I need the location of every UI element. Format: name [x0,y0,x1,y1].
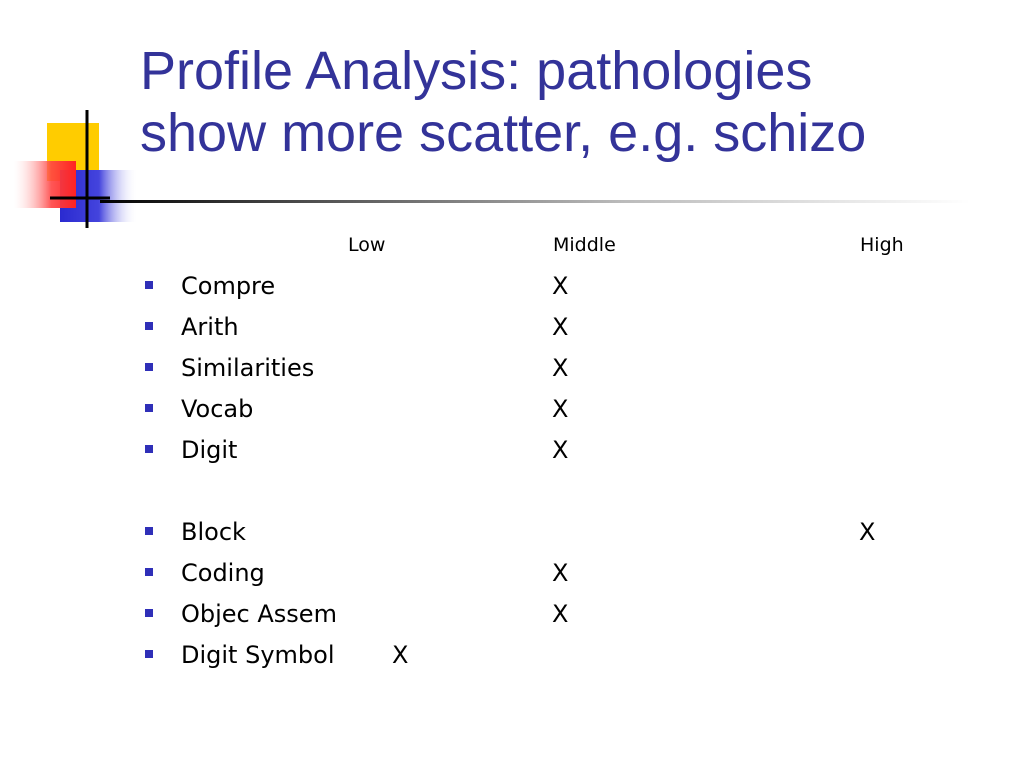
list-item-similarities [0,354,1024,384]
middle-mark: X [552,559,569,587]
list-item-label: Objec Assem [181,600,337,628]
title-underline [100,200,970,203]
column-header-high: High [860,234,904,256]
slide-title-line-1: Profile Analysis: pathologies [140,41,813,101]
list-item-label: Digit [181,436,238,464]
list-item-label: Arith [181,313,239,341]
middle-mark: X [552,313,569,341]
list-item-label: Block [181,518,246,546]
high-mark: X [859,518,876,546]
list-item-vocab [0,395,1024,425]
low-mark: X [392,641,409,669]
bullet-icon [145,322,153,330]
bullet-icon [145,445,153,453]
list-item-digit [0,436,1024,466]
bullet-icon [145,568,153,576]
list-item-block [0,518,1024,548]
bullet-icon [145,650,153,658]
list-item-label: Compre [181,272,276,300]
list-item-objec-assem [0,600,1024,630]
red-square [14,161,76,208]
middle-mark: X [552,395,569,423]
bullet-icon [145,363,153,371]
list-item-label: Vocab [181,395,254,423]
list-item-digit-symbol [0,641,1024,671]
list-item-label: Coding [181,559,265,587]
column-header-middle: Middle [553,234,616,256]
bullet-icon [145,281,153,289]
middle-mark: X [552,600,569,628]
middle-mark: X [552,354,569,382]
list-item-compre [0,272,1024,302]
list-item-label: Digit Symbol [181,641,335,669]
list-item-coding [0,559,1024,589]
bullet-icon [145,609,153,617]
list-item-label: Similarities [181,354,315,382]
bullet-icon [145,404,153,412]
list-item-arith [0,313,1024,343]
column-header-low: Low [348,234,386,256]
middle-mark: X [552,272,569,300]
middle-mark: X [552,436,569,464]
slide-title [140,40,1010,164]
bullet-icon [145,527,153,535]
slide-title-line-2: show more scatter, e.g. schizo [140,103,867,163]
